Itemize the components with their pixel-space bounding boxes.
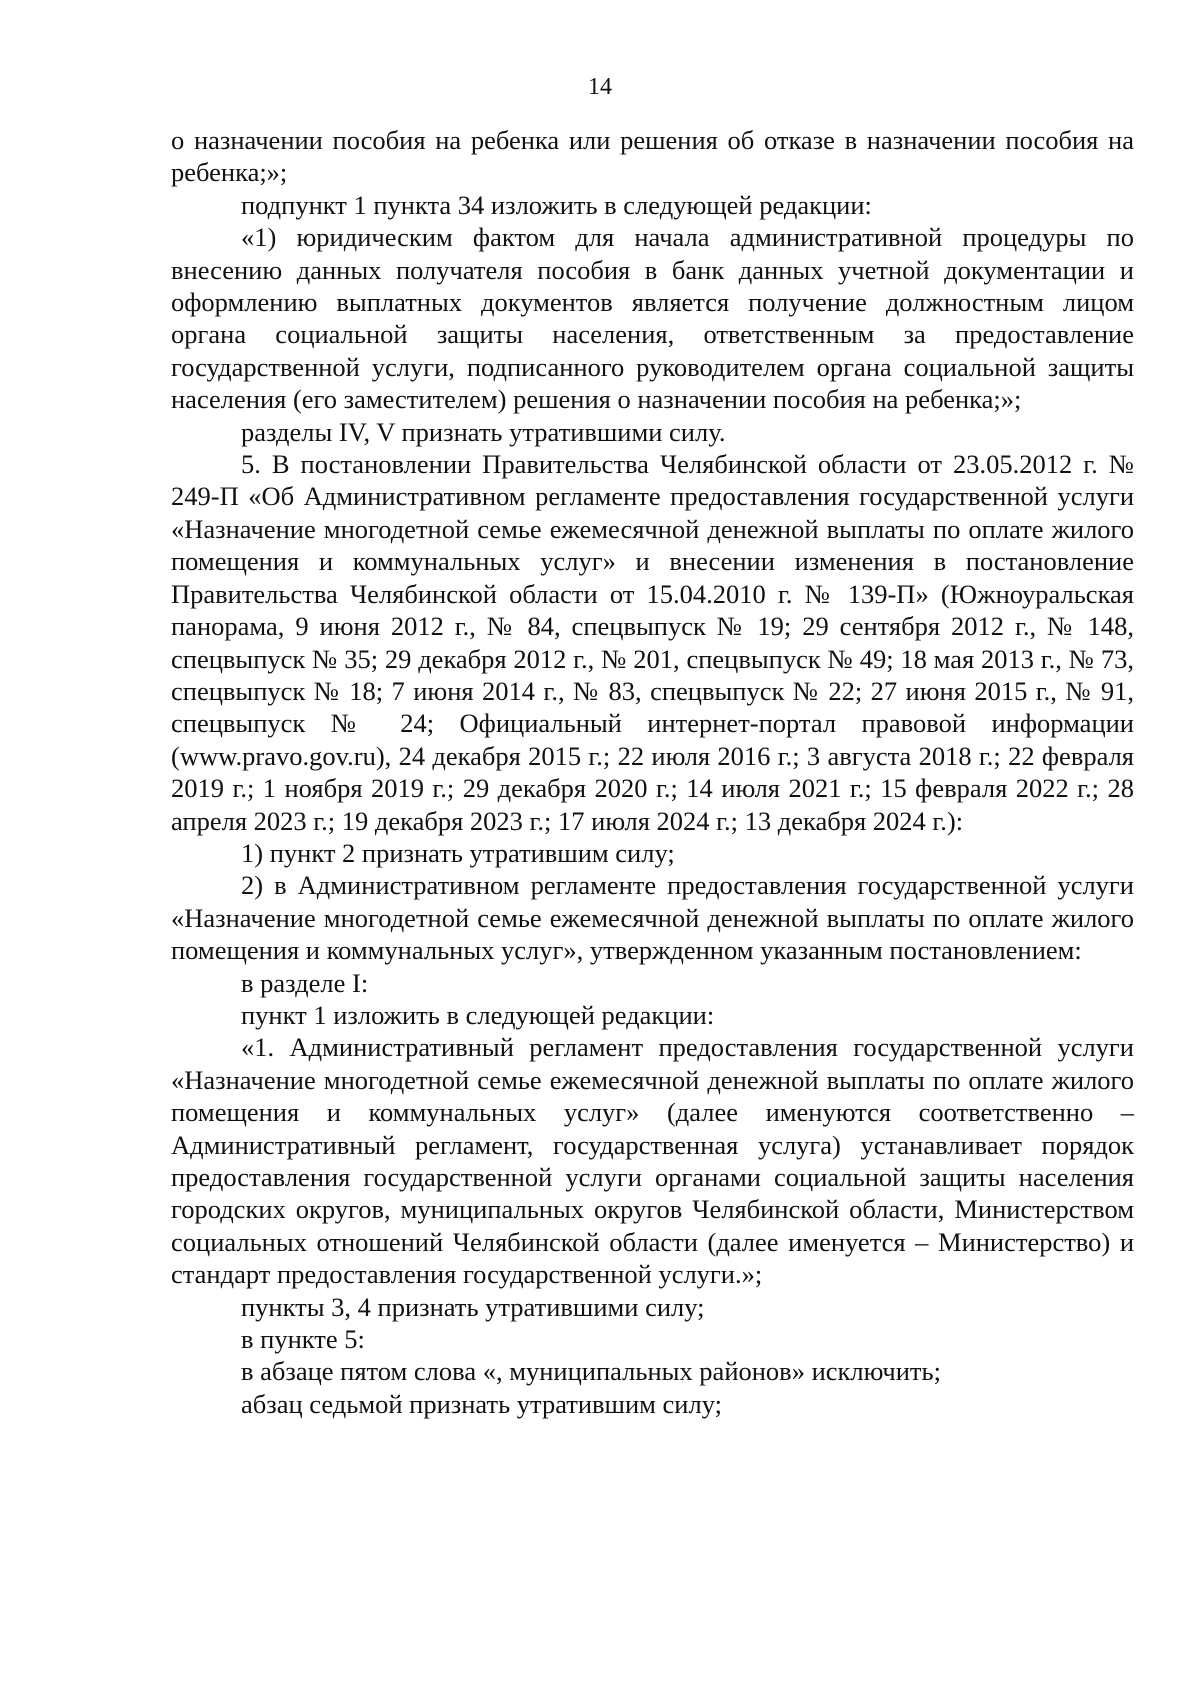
paragraph-subpoint-text: «1) юридическим фактом для начала административной процедуры по внесению данных получателя пособия в банк данных учетной документации и оформлению выплатных документов является получение должностным лицом органа социальной защиты населения, ответственным за предоставление государственной услуги, подписанного руководителем органа социальной защиты населения (его заместителем) решения о назначении пособия на ребенка;»; <box>171 222 1134 415</box>
document-body <box>171 124 1134 1420</box>
page-number: 14 <box>588 74 612 100</box>
paragraph-point-5: в пункте 5: <box>241 1324 365 1355</box>
paragraph-fifth-abzac: в абзаце пятом слова «, муниципальных районов» исключить; <box>241 1356 941 1387</box>
paragraph-item-5: 5. В постановлении Правительства Челябинской области от 23.05.2012 г. № 249-П «Об Административном регламенте предоставления государственной услуги «Назначение многодетной семье ежемесячной денежной выплаты по оплате жилого помещения и коммунальных услуг» и внесении изменения в постановление Правительства Челябинской области от 15.04.2010 г. № 139-П» (Южноуральская панорама, 9 июня 2012 г., № 84, спецвыпуск № 19; 29 сентября 2012 г., № 148, спецвыпуск № 35; 29 декабря 2012 г., № 201, спецвыпуск № 49; 18 мая 2013 г., № 73, спецвыпуск № 18; 7 июня 2014 г., № 83, спецвыпуск № 22; 27 июня 2015 г., № 91, спецвыпуск № 24; Официальный интернет-портал правовой информации (www.pravo.gov.ru), 24 декабря 2015 г.; 22 июля 2016 г.; 3 августа 2018 г.; 22 февраля 2019 г.; 1 ноября 2019 г.; 29 декабря 2020 г.; 14 июля 2021 г.; 15 февраля 2022 г.; 28 апреля 2023 г.; 19 декабря 2023 г.; 17 июля 2024 г.; 13 декабря 2024 г.): <box>171 449 1134 836</box>
paragraph-subitem-1: 1) пункт 2 признать утратившим силу; <box>241 837 675 868</box>
paragraph-seventh-abzac: абзац седьмой признать утратившим силу; <box>241 1388 722 1419</box>
paragraph-section-1: в разделе I: <box>241 967 369 998</box>
paragraph-points-3-4-repeal: пункты 3, 4 признать утратившими силу; <box>241 1291 705 1322</box>
paragraph-subpoint-instruction: подпункт 1 пункта 34 изложить в следующей редакции: <box>241 189 872 220</box>
paragraph-subitem-2: 2) в Административном регламенте предоставления государственной услуги «Назначение многодетной семье ежемесячной денежной выплаты по оплате жилого помещения и коммунальных услуг», утвержденном указанным постановлением: <box>171 870 1134 966</box>
paragraph-point-1-text: «1. Административный регламент предоставления государственной услуги «Назначение многодетной семье ежемесячной денежной выплаты по оплате жилого помещения и коммунальных услуг» (далее именуются соответственно – Административный регламент, государственная услуга) устанавливает порядок предоставления государственной услуги органами социальной защиты населения городских округов, муниципальных округов Челябинской области, Министерством социальных отношений Челябинской области (далее именуется – Министерство) и стандарт предоставления государственной услуги.»; <box>171 1032 1134 1290</box>
paragraph-sections-repeal: разделы IV, V признать утратившими силу. <box>241 416 726 447</box>
paragraph-continuation: о назначении пособия на ребенка или решения об отказе в назначении пособия на ребенка;»; <box>171 125 1134 188</box>
paragraph-point-1-instruction: пункт 1 изложить в следующей редакции: <box>241 999 715 1030</box>
